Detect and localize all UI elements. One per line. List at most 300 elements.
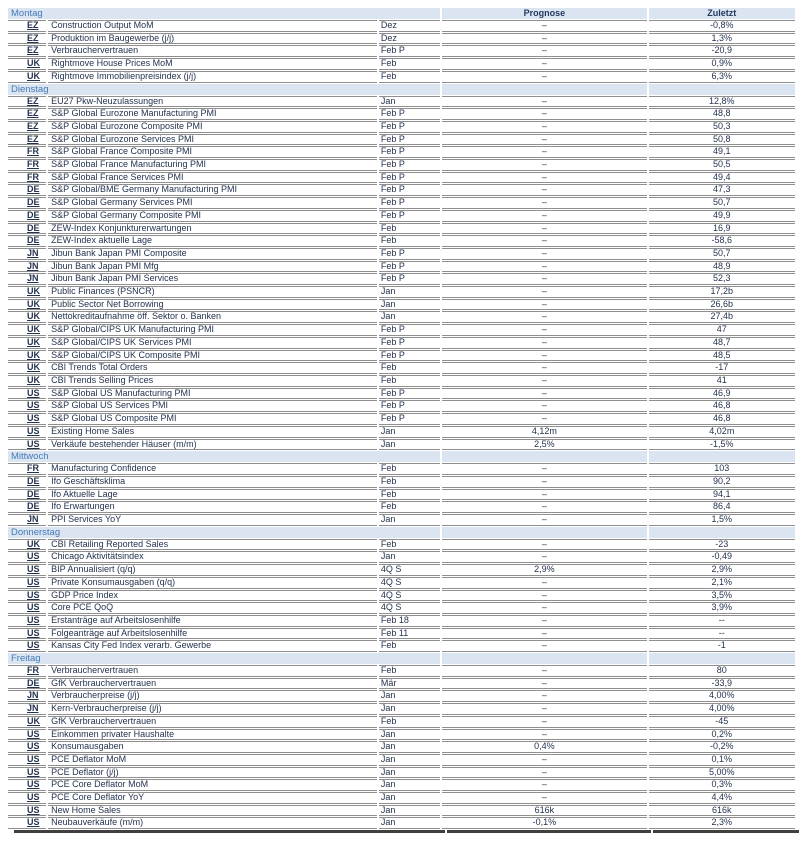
- table-row: [8, 779, 795, 791]
- period-cell: Feb P: [379, 350, 440, 362]
- country-code-link[interactable]: UK: [27, 715, 40, 726]
- event-name-cell: Ifo Geschäftsklima: [48, 476, 377, 488]
- forecast-value-cell: –: [442, 134, 647, 146]
- period-cell: Feb: [379, 640, 440, 652]
- country-cell: [8, 716, 46, 728]
- forecast-value-cell: –: [442, 551, 647, 563]
- table-row: [8, 172, 795, 184]
- country-cell: [8, 400, 46, 412]
- country-code-link[interactable]: US: [27, 779, 40, 790]
- forecast-value-cell: –: [442, 779, 647, 791]
- event-name-cell: Verbraucherpreise (j/j): [48, 690, 377, 702]
- period-cell: Jan: [379, 690, 440, 702]
- forecast-value-cell: –: [442, 590, 647, 602]
- period-cell: Jan: [379, 779, 440, 791]
- last-value-cell: 50,3: [649, 121, 795, 133]
- table-row: [8, 184, 795, 196]
- event-name-cell: Kern-Verbraucherpreise (j/j): [48, 703, 377, 715]
- period-cell: Feb P: [379, 108, 440, 120]
- table-row: [8, 121, 795, 133]
- period-cell: Feb P: [379, 324, 440, 336]
- country-code-link[interactable]: UK: [27, 298, 40, 309]
- period-cell: Feb: [379, 375, 440, 387]
- country-code-link[interactable]: FR: [27, 665, 39, 676]
- period-cell: Jan: [379, 96, 440, 108]
- event-name-cell: CBI Trends Selling Prices: [48, 375, 377, 387]
- event-name-cell: Verbrauchervertrauen: [48, 45, 377, 57]
- forecast-value-cell: –: [442, 197, 647, 209]
- last-value-cell: 80: [649, 665, 795, 677]
- country-code-link[interactable]: US: [27, 753, 40, 764]
- forecast-value-cell: –: [442, 45, 647, 57]
- period-cell: Jan: [379, 439, 440, 451]
- table-row: [8, 716, 795, 728]
- country-cell: [8, 767, 46, 779]
- last-value-cell: 6,3%: [649, 71, 795, 83]
- event-name-cell: Jibun Bank Japan PMI Services: [48, 273, 377, 285]
- period-cell: Jan: [379, 729, 440, 741]
- table-row: [8, 564, 795, 576]
- country-code-link[interactable]: US: [27, 438, 40, 449]
- country-cell: [8, 413, 46, 425]
- event-name-cell: ZEW-Index aktuelle Lage: [48, 235, 377, 247]
- last-column-header: Zuletzt: [649, 8, 795, 19]
- country-code-link[interactable]: DE: [27, 184, 40, 195]
- period-cell: Feb 18: [379, 615, 440, 627]
- table-row: [8, 577, 795, 589]
- country-cell: [8, 489, 46, 501]
- country-cell: [8, 362, 46, 374]
- country-cell: [8, 210, 46, 222]
- country-code-link[interactable]: EZ: [27, 133, 39, 144]
- forecast-value-cell: –: [442, 172, 647, 184]
- last-value-cell: 46,8: [649, 400, 795, 412]
- country-code-link[interactable]: EZ: [27, 120, 39, 131]
- country-cell: [8, 539, 46, 551]
- country-cell: [8, 729, 46, 741]
- country-code-link[interactable]: FR: [27, 146, 39, 157]
- event-name-cell: GDP Price Index: [48, 590, 377, 602]
- forecast-value-cell: –: [442, 286, 647, 298]
- country-code-link[interactable]: DE: [27, 501, 40, 512]
- table-row: [8, 273, 795, 285]
- table-row: [8, 261, 795, 273]
- event-name-cell: S&P Global US Services PMI: [48, 400, 377, 412]
- last-value-cell: 49,1: [649, 146, 795, 158]
- last-value-cell: 48,8: [649, 108, 795, 120]
- country-cell: [8, 58, 46, 70]
- period-cell: Jan: [379, 299, 440, 311]
- event-name-cell: Public Finances (PSNCR): [48, 286, 377, 298]
- table-row: [8, 463, 795, 475]
- event-name-cell: Neubauverkäufe (m/m): [48, 817, 377, 829]
- period-cell: 4Q S: [379, 564, 440, 576]
- country-cell: [8, 96, 46, 108]
- event-name-cell: PCE Core Deflator YoY: [48, 792, 377, 804]
- country-cell: [8, 197, 46, 209]
- day-label: Dienstag: [8, 84, 440, 95]
- day-label: Freitag: [8, 653, 440, 664]
- last-value-cell: -33,9: [649, 678, 795, 690]
- last-value-cell: 86,4: [649, 501, 795, 513]
- country-cell: [8, 439, 46, 451]
- period-cell: Jan: [379, 426, 440, 438]
- country-cell: [8, 45, 46, 57]
- country-code-link[interactable]: DE: [27, 197, 40, 208]
- forecast-value-cell: –: [442, 58, 647, 70]
- table-row: [8, 108, 795, 120]
- country-code-link[interactable]: US: [27, 817, 40, 828]
- country-code-link[interactable]: JN: [27, 514, 39, 525]
- section-header-spacer: [442, 451, 647, 462]
- forecast-value-cell: –: [442, 33, 647, 45]
- period-cell: Feb P: [379, 121, 440, 133]
- forecast-value-cell: –: [442, 299, 647, 311]
- bottom-border-segment: [14, 830, 445, 833]
- country-code-link[interactable]: DE: [27, 209, 40, 220]
- forecast-value-cell: –: [442, 223, 647, 235]
- country-code-link[interactable]: US: [27, 792, 40, 803]
- last-value-cell: -0,49: [649, 551, 795, 563]
- last-value-cell: -1,5%: [649, 439, 795, 451]
- event-name-cell: Jibun Bank Japan PMI Composite: [48, 248, 377, 260]
- table-row: [8, 210, 795, 222]
- country-cell: [8, 324, 46, 336]
- country-code-link[interactable]: US: [27, 413, 40, 424]
- table-row: [8, 551, 795, 563]
- last-value-cell: 46,9: [649, 388, 795, 400]
- event-name-cell: CBI Trends Total Orders: [48, 362, 377, 374]
- table-row: [8, 426, 795, 438]
- table-row: [8, 413, 795, 425]
- country-code-link[interactable]: US: [27, 741, 40, 752]
- event-name-cell: ZEW-Index Konjunkturerwartungen: [48, 223, 377, 235]
- last-value-cell: 50,8: [649, 134, 795, 146]
- forecast-value-cell: –: [442, 754, 647, 766]
- event-name-cell: S&P Global US Manufacturing PMI: [48, 388, 377, 400]
- country-code-link[interactable]: US: [27, 804, 40, 815]
- period-cell: Feb: [379, 223, 440, 235]
- event-name-cell: S&P Global France Composite PMI: [48, 146, 377, 158]
- country-cell: [8, 71, 46, 83]
- event-name-cell: Construction Output MoM: [48, 20, 377, 32]
- day-label: Montag: [8, 8, 440, 19]
- table-row: [8, 703, 795, 715]
- country-code-link[interactable]: US: [27, 614, 40, 625]
- country-code-link[interactable]: FR: [27, 463, 39, 474]
- table-row: [8, 146, 795, 158]
- country-code-link[interactable]: US: [27, 640, 40, 651]
- last-value-cell: 49,4: [649, 172, 795, 184]
- table-row: [8, 439, 795, 451]
- bottom-border-segment: [447, 830, 651, 833]
- country-cell: [8, 273, 46, 285]
- period-cell: Jan: [379, 311, 440, 323]
- forecast-value-cell: –: [442, 184, 647, 196]
- country-code-link[interactable]: US: [27, 576, 40, 587]
- forecast-value-cell: –: [442, 514, 647, 526]
- country-cell: [8, 463, 46, 475]
- forecast-value-cell: –: [442, 489, 647, 501]
- forecast-value-cell: –: [442, 703, 647, 715]
- section-header-row: [8, 653, 795, 664]
- forecast-value-cell: –: [442, 210, 647, 222]
- period-cell: Feb: [379, 235, 440, 247]
- table-row: [8, 615, 795, 627]
- country-cell: [8, 792, 46, 804]
- forecast-value-cell: –: [442, 388, 647, 400]
- event-name-cell: S&P Global Germany Services PMI: [48, 197, 377, 209]
- table-row: [8, 45, 795, 57]
- period-cell: Feb P: [379, 413, 440, 425]
- forecast-value-cell: 4,12m: [442, 426, 647, 438]
- country-code-link[interactable]: JN: [27, 260, 39, 271]
- table-row: [8, 400, 795, 412]
- period-cell: Feb: [379, 476, 440, 488]
- event-name-cell: S&P Global Eurozone Composite PMI: [48, 121, 377, 133]
- country-code-link[interactable]: UK: [27, 58, 40, 69]
- country-code-link[interactable]: DE: [27, 235, 40, 246]
- last-value-cell: -0,8%: [649, 20, 795, 32]
- last-value-cell: -20,9: [649, 45, 795, 57]
- event-name-cell: CBI Retailing Reported Sales: [48, 539, 377, 551]
- event-name-cell: Kansas City Fed Index verarb. Gewerbe: [48, 640, 377, 652]
- country-code-link[interactable]: US: [27, 387, 40, 398]
- event-name-cell: Folgeanträge auf Arbeitslosenhilfe: [48, 628, 377, 640]
- event-name-cell: Einkommen privater Haushalte: [48, 729, 377, 741]
- country-cell: [8, 426, 46, 438]
- forecast-value-cell: –: [442, 146, 647, 158]
- last-value-cell: 2,1%: [649, 577, 795, 589]
- period-cell: Jan: [379, 805, 440, 817]
- table-row: [8, 678, 795, 690]
- last-value-cell: 49,9: [649, 210, 795, 222]
- event-name-cell: Konsumausgaben: [48, 741, 377, 753]
- country-code-link[interactable]: UK: [27, 336, 40, 347]
- forecast-value-cell: –: [442, 400, 647, 412]
- country-code-link[interactable]: UK: [27, 286, 40, 297]
- country-code-link[interactable]: JN: [27, 247, 39, 258]
- section-header-spacer: [442, 653, 647, 664]
- country-code-link[interactable]: US: [27, 425, 40, 436]
- period-cell: Jan: [379, 767, 440, 779]
- table-row: [8, 539, 795, 551]
- forecast-value-cell: –: [442, 362, 647, 374]
- country-code-link[interactable]: UK: [27, 349, 40, 360]
- last-value-cell: -45: [649, 716, 795, 728]
- period-cell: Feb P: [379, 273, 440, 285]
- table-row: [8, 817, 795, 829]
- forecast-value-cell: –: [442, 678, 647, 690]
- country-cell: [8, 146, 46, 158]
- table-row: [8, 805, 795, 817]
- table-row: [8, 640, 795, 652]
- section-header-spacer: [649, 451, 795, 462]
- country-cell: [8, 476, 46, 488]
- last-value-cell: --: [649, 628, 795, 640]
- period-cell: Feb: [379, 362, 440, 374]
- event-name-cell: Manufacturing Confidence: [48, 463, 377, 475]
- table-row: [8, 20, 795, 32]
- country-cell: [8, 577, 46, 589]
- country-cell: [8, 514, 46, 526]
- country-cell: [8, 33, 46, 45]
- country-cell: [8, 741, 46, 753]
- last-value-cell: 52,3: [649, 273, 795, 285]
- last-value-cell: 16,9: [649, 223, 795, 235]
- country-code-link[interactable]: DE: [27, 222, 40, 233]
- period-cell: Feb: [379, 489, 440, 501]
- last-value-cell: 17,2b: [649, 286, 795, 298]
- event-name-cell: Ifo Erwartungen: [48, 501, 377, 513]
- period-cell: Feb P: [379, 146, 440, 158]
- country-code-link[interactable]: US: [27, 589, 40, 600]
- event-name-cell: Chicago Aktivitätsindex: [48, 551, 377, 563]
- last-value-cell: 4,4%: [649, 792, 795, 804]
- table-row: [8, 71, 795, 83]
- table-row: [8, 514, 795, 526]
- country-code-link[interactable]: UK: [27, 70, 40, 81]
- last-value-cell: 41: [649, 375, 795, 387]
- table-row: [8, 134, 795, 146]
- forecast-value-cell: –: [442, 20, 647, 32]
- country-code-link[interactable]: UK: [27, 374, 40, 385]
- event-name-cell: Rightmove House Prices MoM: [48, 58, 377, 70]
- table-row: [8, 286, 795, 298]
- forecast-value-cell: –: [442, 767, 647, 779]
- country-code-link[interactable]: UK: [27, 538, 40, 549]
- event-name-cell: Core PCE QoQ: [48, 602, 377, 614]
- table-row: [8, 350, 795, 362]
- country-code-link[interactable]: EZ: [27, 20, 39, 30]
- last-value-cell: -17: [649, 362, 795, 374]
- forecast-value-cell: –: [442, 324, 647, 336]
- event-name-cell: Ifo Aktuelle Lage: [48, 489, 377, 501]
- forecast-value-cell: –: [442, 273, 647, 285]
- table-row: [8, 476, 795, 488]
- last-value-cell: -1: [649, 640, 795, 652]
- country-cell: [8, 350, 46, 362]
- period-cell: Dez: [379, 20, 440, 32]
- country-code-link[interactable]: DE: [27, 475, 40, 486]
- country-code-link[interactable]: US: [27, 766, 40, 777]
- forecast-value-cell: –: [442, 615, 647, 627]
- table-row: [8, 362, 795, 374]
- period-cell: 4Q S: [379, 577, 440, 589]
- country-code-link[interactable]: US: [27, 602, 40, 613]
- period-cell: Feb P: [379, 210, 440, 222]
- event-name-cell: S&P Global/CIPS UK Manufacturing PMI: [48, 324, 377, 336]
- last-value-cell: 616k: [649, 805, 795, 817]
- country-code-link[interactable]: UK: [27, 311, 40, 322]
- event-name-cell: Produktion im Baugewerbe (j/j): [48, 33, 377, 45]
- country-cell: [8, 628, 46, 640]
- last-value-cell: 50,7: [649, 248, 795, 260]
- table-row: [8, 754, 795, 766]
- last-value-cell: 0,1%: [649, 754, 795, 766]
- country-code-link[interactable]: DE: [27, 488, 40, 499]
- country-cell: [8, 159, 46, 171]
- last-value-cell: 103: [649, 463, 795, 475]
- country-code-link[interactable]: FR: [27, 171, 39, 182]
- country-cell: [8, 564, 46, 576]
- country-code-link[interactable]: JN: [27, 690, 39, 701]
- event-name-cell: Jibun Bank Japan PMI Mfg: [48, 261, 377, 273]
- country-code-link[interactable]: JN: [27, 703, 39, 714]
- forecast-value-cell: –: [442, 716, 647, 728]
- last-value-cell: 50,7: [649, 197, 795, 209]
- country-cell: [8, 299, 46, 311]
- event-name-cell: Nettokreditaufnahme öff. Sektor o. Banken: [48, 311, 377, 323]
- country-code-link[interactable]: FR: [27, 159, 39, 170]
- country-code-link[interactable]: EZ: [27, 45, 39, 56]
- forecast-value-cell: –: [442, 108, 647, 120]
- country-cell: [8, 551, 46, 563]
- table-row: [8, 375, 795, 387]
- last-value-cell: 47,3: [649, 184, 795, 196]
- forecast-value-cell: -0,1%: [442, 817, 647, 829]
- country-cell: [8, 690, 46, 702]
- forecast-value-cell: –: [442, 159, 647, 171]
- last-value-cell: 2,9%: [649, 564, 795, 576]
- forecast-value-cell: –: [442, 539, 647, 551]
- country-cell: [8, 337, 46, 349]
- country-code-link[interactable]: US: [27, 564, 40, 575]
- country-code-link[interactable]: DE: [27, 677, 40, 688]
- table-row: [8, 33, 795, 45]
- last-value-cell: 0,2%: [649, 729, 795, 741]
- table-row: [8, 602, 795, 614]
- event-name-cell: Private Konsumausgaben (q/q): [48, 577, 377, 589]
- country-code-link[interactable]: US: [27, 400, 40, 411]
- table-row: [8, 590, 795, 602]
- event-name-cell: GfK Verbrauchervertrauen: [48, 678, 377, 690]
- period-cell: Jan: [379, 741, 440, 753]
- country-code-link[interactable]: EZ: [27, 108, 39, 119]
- period-cell: Jan: [379, 792, 440, 804]
- last-value-cell: 4,00%: [649, 703, 795, 715]
- country-code-link[interactable]: US: [27, 627, 40, 638]
- period-cell: Feb P: [379, 184, 440, 196]
- last-value-cell: 2,3%: [649, 817, 795, 829]
- last-value-cell: 1,5%: [649, 514, 795, 526]
- forecast-value-cell: –: [442, 311, 647, 323]
- country-code-link[interactable]: US: [27, 728, 40, 739]
- country-cell: [8, 388, 46, 400]
- country-code-link[interactable]: JN: [27, 273, 39, 284]
- country-cell: [8, 261, 46, 273]
- country-cell: [8, 20, 46, 32]
- country-code-link[interactable]: EZ: [27, 95, 39, 106]
- period-cell: Feb: [379, 539, 440, 551]
- period-cell: Jan: [379, 754, 440, 766]
- country-code-link[interactable]: UK: [27, 324, 40, 335]
- forecast-value-cell: –: [442, 640, 647, 652]
- day-label: Mittwoch: [8, 451, 440, 462]
- country-cell: [8, 134, 46, 146]
- country-code-link[interactable]: US: [27, 551, 40, 562]
- period-cell: Jan: [379, 703, 440, 715]
- table-bottom-border: [14, 830, 801, 833]
- table-row: [8, 248, 795, 260]
- table-row: [8, 665, 795, 677]
- last-value-cell: 90,2: [649, 476, 795, 488]
- country-cell: [8, 172, 46, 184]
- country-code-link[interactable]: UK: [27, 362, 40, 373]
- last-value-cell: -58,6: [649, 235, 795, 247]
- country-code-link[interactable]: EZ: [27, 32, 39, 43]
- forecast-value-cell: –: [442, 235, 647, 247]
